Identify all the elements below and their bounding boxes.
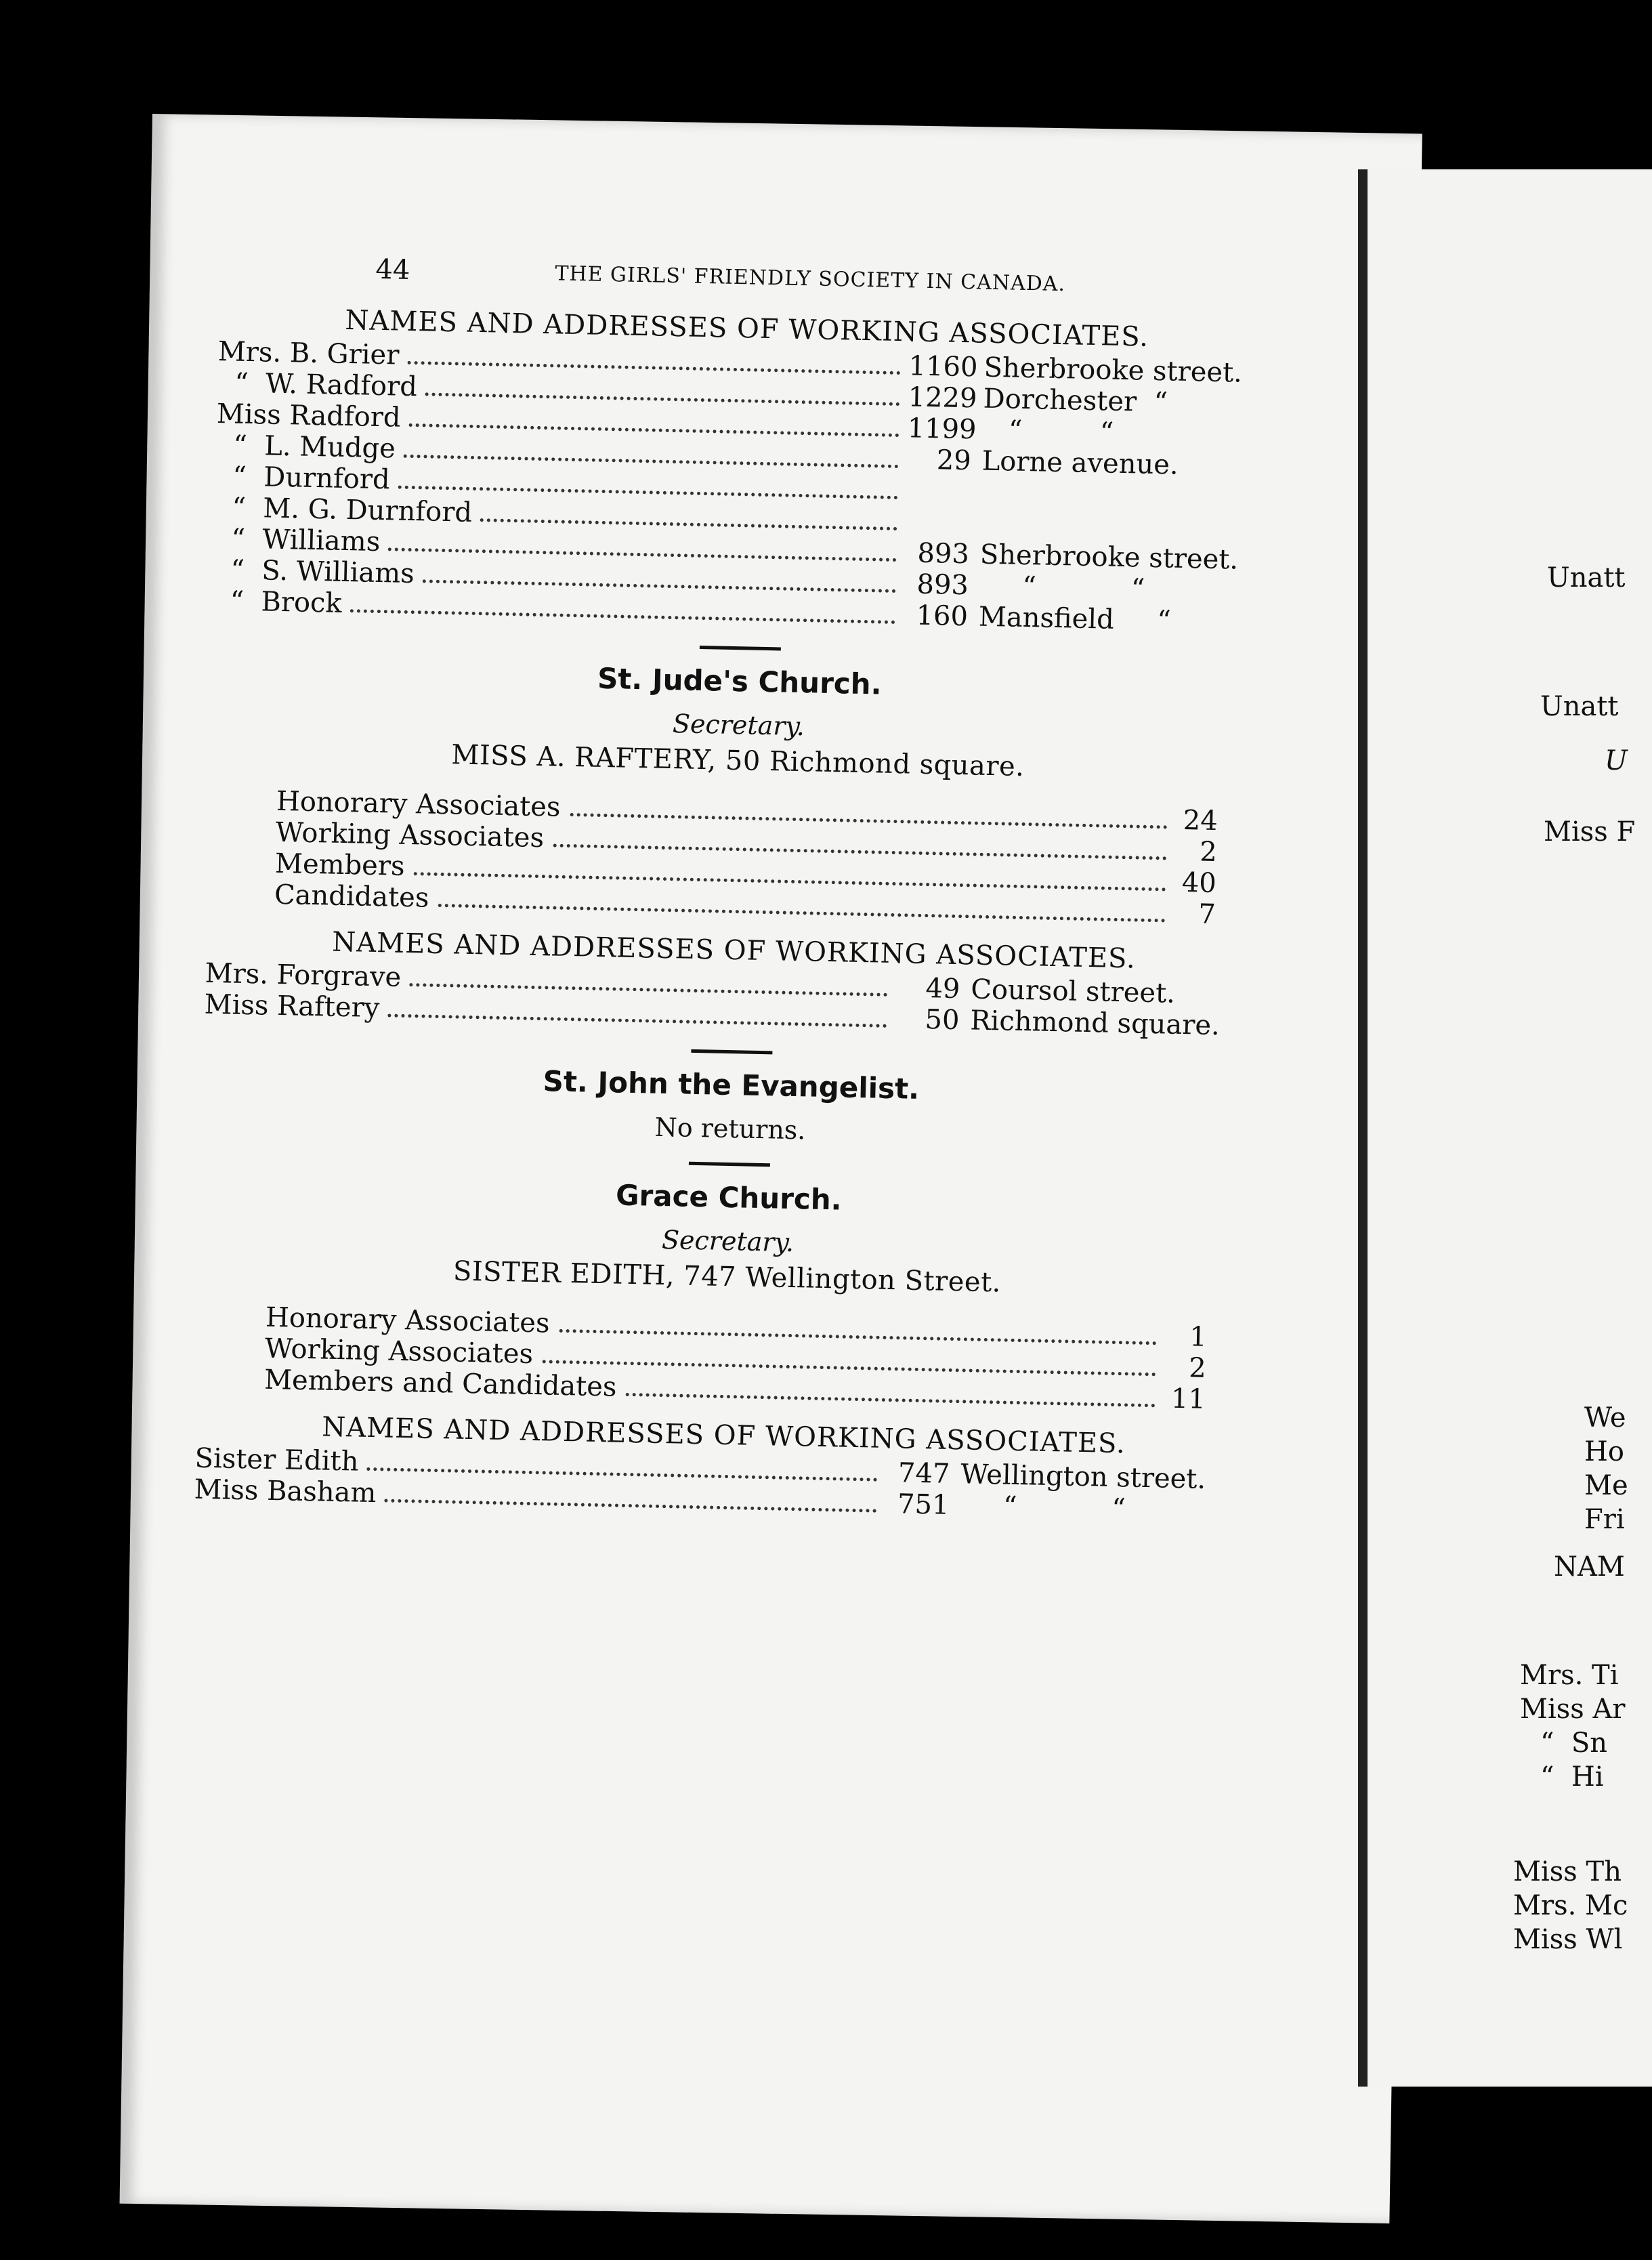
- dot-leader: [387, 1013, 887, 1027]
- right-page: [1358, 169, 1652, 2087]
- associate-name: “ Brock: [212, 585, 343, 619]
- right-fragment: NAM: [1554, 1551, 1625, 1583]
- stat-value: 2: [1199, 836, 1218, 869]
- associate-address: [895, 1003, 1234, 1041]
- associate-name: “ L. Mudge: [215, 429, 396, 465]
- right-fragment: Unatt: [1540, 691, 1619, 722]
- street-name: Richmond square.: [969, 1005, 1221, 1042]
- right-fragment: “ Sn: [1540, 1728, 1608, 1759]
- running-title: THE GIRLS' FRIENDLY SOCIETY IN CANADA.: [555, 261, 1066, 297]
- street-number: [906, 530, 970, 532]
- dot-leader: [350, 609, 895, 624]
- secretary-label: Secretary.: [661, 1224, 795, 1258]
- associate-name: Miss Radford: [216, 398, 401, 434]
- street-number: 160: [916, 600, 969, 633]
- street-name: Mansfield “: [978, 601, 1172, 637]
- dot-leader: [384, 1499, 876, 1512]
- street-name: Sherbrooke street.: [983, 352, 1243, 389]
- right-fragment: We: [1584, 1402, 1626, 1434]
- street-number: 29: [936, 444, 972, 477]
- membership-stats: [196, 1301, 1255, 1417]
- street-name: Lorne avenue.: [981, 445, 1179, 481]
- street-name: Sherbrooke street.: [979, 539, 1239, 576]
- stat-label: Working Associates: [275, 816, 545, 854]
- associate-name: Miss Basham: [194, 1473, 377, 1509]
- page-number: 44: [375, 253, 410, 286]
- church-title: St. John the Evangelist.: [543, 1064, 920, 1106]
- associate-name: “ Williams: [213, 522, 381, 558]
- street-name: Coursol street.: [970, 974, 1176, 1009]
- associate-name: Sister Edith: [194, 1442, 359, 1478]
- street-number: [906, 499, 971, 501]
- dot-leader: [626, 1393, 1155, 1407]
- list-heading: NAMES AND ADDRESSES OF WORKING ASSOCIATES.: [331, 926, 1137, 975]
- associate-address: [885, 1488, 1224, 1526]
- stat-value: 1: [1189, 1321, 1208, 1353]
- street-number: 1199: [907, 413, 977, 446]
- stat-label: Candidates: [274, 879, 429, 914]
- stat-label: Honorary Associates: [265, 1301, 550, 1339]
- secretary-name: SISTER EDITH, 747 Wellington Street.: [452, 1255, 1002, 1299]
- associate-address: [903, 600, 1242, 637]
- street-name: “ “: [982, 414, 1114, 448]
- right-fragment: “ Hi: [1540, 1761, 1604, 1793]
- street-number: 49: [925, 973, 960, 1005]
- list-heading: NAMES AND ADDRESSES OF WORKING ASSOCIATES.: [321, 1411, 1126, 1460]
- section-rule: [689, 1162, 770, 1167]
- street-name: Wellington street.: [960, 1459, 1206, 1495]
- stat-label: Working Associates: [264, 1333, 534, 1370]
- right-fragment: Miss Ar: [1520, 1694, 1626, 1725]
- right-fragment: Unatt: [1547, 562, 1626, 593]
- page-content: [194, 251, 1277, 1545]
- stat-value: 40: [1181, 866, 1217, 900]
- stat-value: 11: [1170, 1383, 1206, 1415]
- stat-value: 24: [1183, 804, 1219, 837]
- street-number: 893: [917, 537, 970, 570]
- right-fragment: Me: [1584, 1470, 1628, 1501]
- associate-name: Miss Raftery: [204, 988, 380, 1024]
- grace-section: [194, 1170, 1257, 1528]
- church-title: Grace Church.: [615, 1178, 843, 1217]
- street-name: “ “: [959, 1490, 1126, 1525]
- street-number: 1160: [908, 350, 978, 383]
- dot-leader: [480, 518, 897, 530]
- section-rule: [691, 1049, 772, 1055]
- associate-list: [213, 336, 1275, 639]
- street-name: Dorchester “: [983, 383, 1168, 419]
- right-fragment: Miss Wl: [1513, 1924, 1623, 1955]
- right-fragment: Ho: [1584, 1436, 1624, 1467]
- associate-name: “ M. G. Durnford: [214, 491, 473, 528]
- street-number: 751: [897, 1488, 950, 1521]
- associate-name: Mrs. Forgrave: [205, 957, 402, 993]
- street-name: [980, 508, 981, 539]
- secretary-label: Secretary.: [672, 709, 805, 742]
- stat-label: Honorary Associates: [276, 785, 561, 823]
- stat-label: Members and Candidates: [263, 1364, 617, 1403]
- associate-name: Mrs. B. Grier: [217, 335, 400, 371]
- right-fragment: Mrs. Mc: [1513, 1890, 1628, 1921]
- section-rule: [700, 646, 781, 651]
- st-john-section: [202, 1058, 1260, 1155]
- membership-stats: [207, 784, 1266, 932]
- stat-label: Members: [274, 848, 405, 882]
- right-fragment: Miss F: [1544, 816, 1636, 848]
- right-fragment: U: [1605, 745, 1628, 776]
- stat-value: 2: [1188, 1352, 1207, 1384]
- street-number: 893: [916, 568, 969, 602]
- right-fragment: Mrs. Ti: [1520, 1660, 1619, 1691]
- right-fragment: Fri: [1584, 1504, 1625, 1535]
- list-heading: NAMES AND ADDRESSES OF WORKING ASSOCIATES.: [345, 304, 1149, 353]
- no-returns-note: No returns.: [654, 1112, 806, 1146]
- section-one: [213, 302, 1275, 639]
- stat-value: 7: [1198, 898, 1216, 930]
- associate-name: “ S. Williams: [213, 553, 415, 590]
- dot-leader: [438, 904, 1166, 922]
- street-number: 747: [897, 1457, 950, 1490]
- associate-name: “ Durnford: [215, 460, 391, 496]
- st-jude-section: [204, 654, 1268, 1043]
- church-title: St. Jude's Church.: [597, 661, 883, 701]
- street-number: 1229: [908, 381, 977, 415]
- street-number: 50: [925, 1004, 960, 1037]
- right-fragment: Miss Th: [1513, 1856, 1622, 1887]
- street-name: “ “: [979, 570, 1145, 605]
- secretary-name: MISS A. RAFTERY, 50 Richmond square.: [450, 739, 1025, 783]
- associate-name: “ W. Radford: [217, 367, 418, 403]
